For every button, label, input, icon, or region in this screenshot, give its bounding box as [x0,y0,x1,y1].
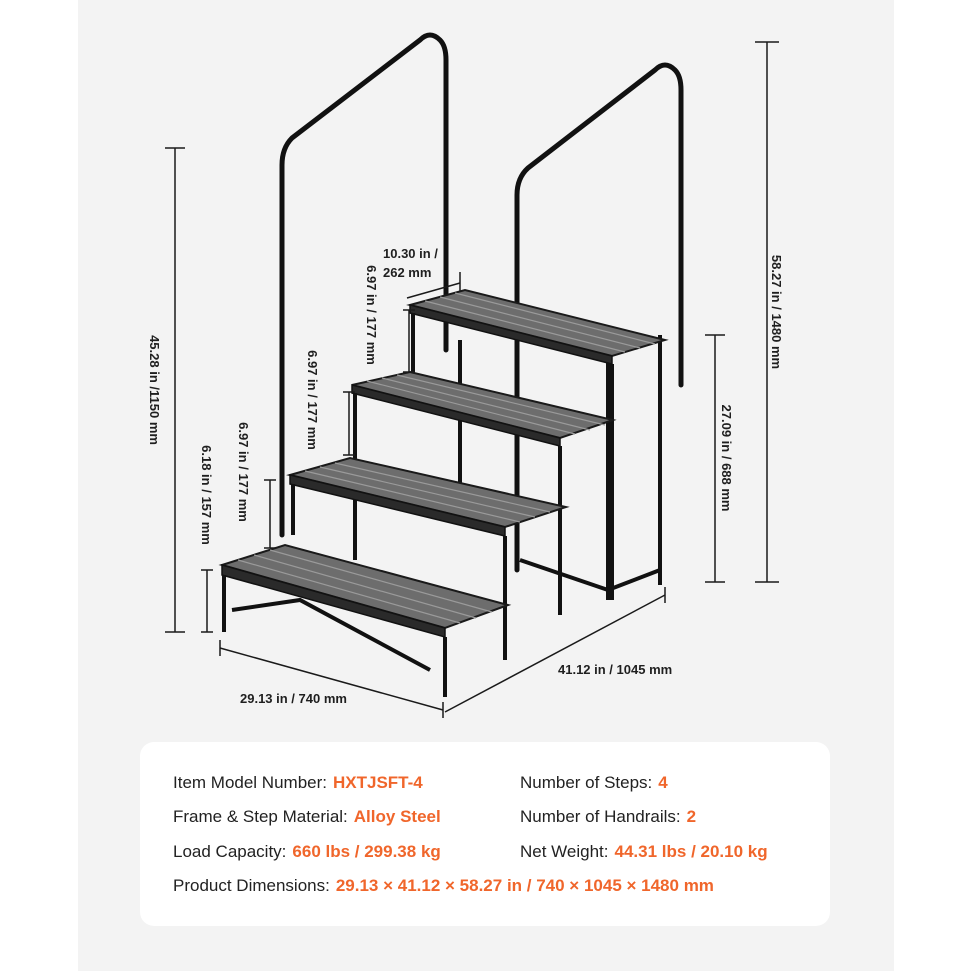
spec-weight-label: Net Weight: [520,842,609,861]
width-label: 29.13 in / 740 mm [240,691,347,706]
depth-label: 41.12 in / 1045 mm [558,662,673,677]
spec-steps-value: 4 [658,773,668,792]
spec-dimensions [173,876,714,896]
width-dimension [220,640,443,718]
top-step-depth-line1: 10.30 in / [383,246,438,261]
spec-dimensions-label: Product Dimensions: [173,876,330,895]
riser-lower-dimension [236,422,276,548]
spec-steps [520,773,668,793]
spec-load [173,842,441,862]
overall-height-label: 58.27 in / 1480 mm [769,254,784,370]
riser-bottom-dimension [199,445,214,632]
riser-middle-dimension [305,350,355,455]
spec-card [140,742,830,926]
spec-handrails-label: Number of Handrails: [520,807,681,826]
riser-middle-label: 6.97 in / 177 mm [305,350,320,450]
spec-weight-value: 44.31 lbs / 20.10 kg [614,842,768,861]
spec-material-label: Frame & Step Material: [173,807,348,826]
handrail-height-dimension [147,148,185,632]
spec-handrails-value: 2 [686,807,697,826]
spec-steps-label: Number of Steps: [520,773,653,792]
riser-bottom-label: 6.18 in / 157 mm [199,445,214,545]
top-step-depth-line2: 262 mm [383,265,432,280]
spec-material [173,807,441,827]
riser-lower-label: 6.97 in / 177 mm [236,422,251,522]
platform-height-label: 27.09 in / 688 mm [719,404,734,512]
left-handrail [282,35,446,535]
riser-top-label: 6.97 in / 177 mm [364,265,379,365]
spec-model [173,773,423,793]
spec-dimensions-value: 29.13 × 41.12 × 58.27 in / 740 × 1045 × 1480 mm [335,876,714,895]
overall-height-dimension [755,42,784,582]
platform-height-dimension [705,335,734,582]
spec-material-value: Alloy Steel [353,807,441,826]
handrail-height-label: 45.28 in /1150 mm [147,335,162,445]
spec-load-label: Load Capacity: [173,842,287,861]
riser-top-dimension [364,265,415,372]
spec-weight [520,842,768,862]
step-1 [222,545,508,697]
spec-handrails [520,807,696,827]
spec-load-value: 660 lbs / 299.38 kg [292,842,441,861]
spec-model-label: Item Model Number: [173,773,327,792]
spec-model-value: HXTJSFT-4 [333,773,423,792]
